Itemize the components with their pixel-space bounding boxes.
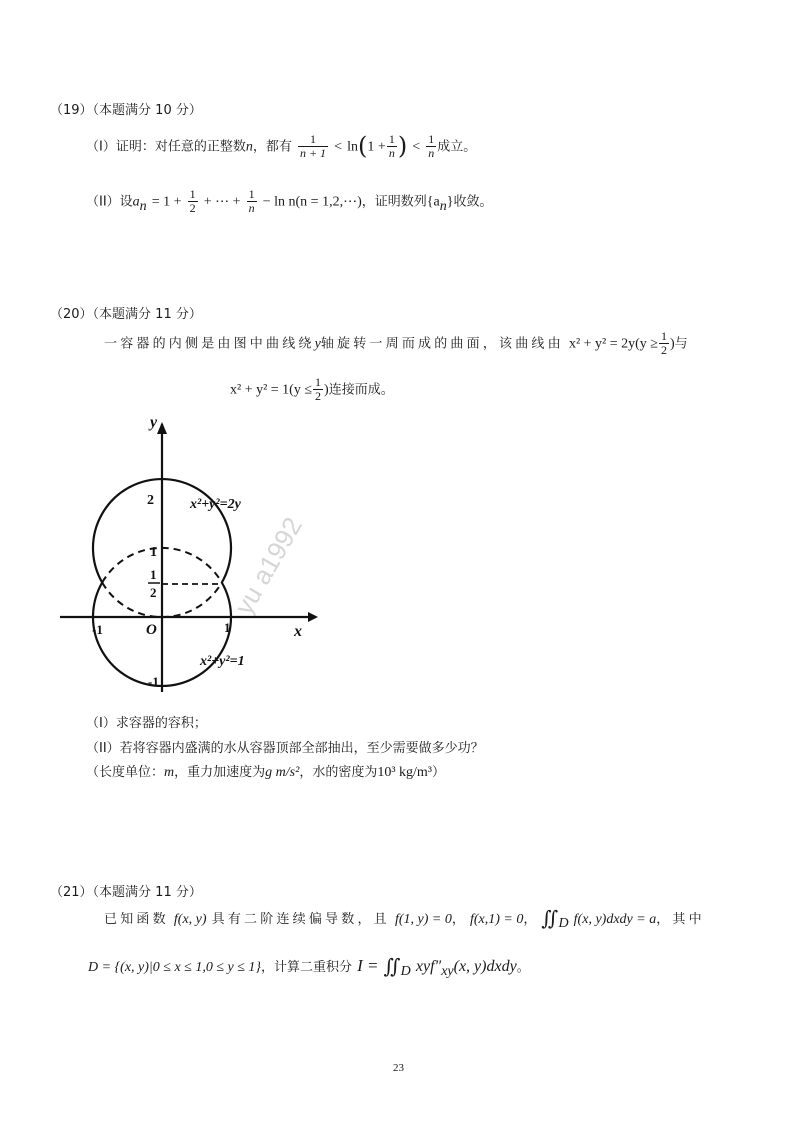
tick-neg1-y: -1 bbox=[148, 674, 159, 689]
q19-p1-inner: 1 + bbox=[367, 139, 386, 155]
page-number: 23 bbox=[393, 1062, 404, 1074]
tick-half-den: 2 bbox=[150, 585, 157, 600]
q20-l2-eq: x² + y² = 1(y ≤ bbox=[230, 382, 313, 398]
q20-l1-text-a: 一容器的内侧是由图中曲线绕 bbox=[104, 336, 315, 352]
q19-p2-seq-end: } bbox=[446, 194, 454, 210]
q19-p2-seq-sub: n bbox=[439, 198, 447, 214]
y-axis-arrow-icon bbox=[157, 422, 167, 434]
q21-line1 bbox=[104, 906, 705, 932]
q19-p2-frac2: $\frac{1}{n}$ bbox=[248, 187, 255, 215]
q19-p1-lt1: < bbox=[334, 139, 343, 155]
q21-l2-integrand-sub: xy bbox=[441, 964, 454, 980]
q21-l1-f: f(x, y) bbox=[173, 912, 207, 927]
q21-l1-sep2: ， bbox=[523, 912, 537, 927]
q20-units-mid1: ，重力加速度为 bbox=[174, 765, 266, 780]
q19-p2-a-sub: n bbox=[139, 198, 147, 214]
q21-l2-integrand: xyf″ bbox=[415, 958, 442, 975]
q20-l1-y: y bbox=[314, 336, 321, 352]
q21-l1-sep: ， bbox=[451, 912, 465, 927]
circle-figure bbox=[40, 412, 340, 702]
q19-p1-lt2: < bbox=[412, 139, 421, 155]
q20-l1-close: ) bbox=[669, 336, 675, 352]
tick-2: 2 bbox=[147, 493, 154, 508]
q21-l1-tail: ，其中 bbox=[656, 912, 705, 927]
q19-p2-rest: − ln n(n = 1,2,⋯) bbox=[262, 194, 362, 210]
q19-part1: （I）证明：对任意的正整数n，都有 $\frac{1}{n + 1}$ < ln(1 + $\frac{1}{n}$ ) < $\frac{1}{n}$ 成立。 bbox=[86, 132, 477, 161]
q21-l1-integrand: f(x, y)dxdy = a bbox=[573, 912, 657, 927]
tick-1: 1 bbox=[150, 545, 157, 560]
q19-p1-frac3: $\frac{1}{n}$ bbox=[428, 132, 435, 160]
q20-units-lead: （长度单位： bbox=[86, 765, 165, 780]
q20-l2-close: ) bbox=[324, 382, 329, 398]
q21-heading: （21）（本题满分 11 分） bbox=[50, 885, 202, 900]
q20-units-end: ） bbox=[432, 765, 446, 780]
q21-l1-c1: f(1, y) = 0 bbox=[394, 912, 452, 927]
q20-units-m: m bbox=[164, 765, 175, 780]
q19-p2-frac1: $\frac{1}{2}$ bbox=[189, 187, 196, 215]
q19-p1-ln: ln bbox=[347, 139, 359, 155]
q19-p2-lead: （II）设 bbox=[86, 194, 133, 210]
tick-half-num: 1 bbox=[150, 567, 157, 582]
q20-units bbox=[86, 761, 445, 781]
q19-p2-dots: + ⋯ + bbox=[203, 194, 241, 210]
q19-p1-lead: （I）证明：对任意的正整数 bbox=[86, 139, 246, 155]
q21-l2-I: I = bbox=[357, 956, 379, 975]
q19-p2-seq: {a bbox=[426, 194, 440, 210]
q20-l1-text-b: 轴旋转一周而成的曲面，该曲线由 bbox=[320, 336, 564, 352]
q20-part1: （I）求容器的容积； bbox=[86, 716, 207, 731]
q19-p2-mid: ，证明数列 bbox=[361, 194, 427, 210]
tick-1-x: 1 bbox=[224, 620, 231, 635]
q19-p1-mid: ，都有 bbox=[252, 139, 292, 155]
q19-p2-eq: = 1 + bbox=[151, 194, 182, 210]
q19-p2-a: a bbox=[132, 194, 140, 210]
tick-neg1-x: -1 bbox=[92, 622, 103, 637]
q21-l1-text-b: 具有二阶连续偏导数，且 bbox=[211, 912, 390, 927]
q20-l2-frac: $\frac{1}{2}$ bbox=[315, 375, 322, 403]
q21-line2 bbox=[88, 954, 530, 980]
q20-l2-tail: 连接而成。 bbox=[328, 382, 394, 398]
q20-line2 bbox=[230, 376, 394, 402]
label-x-axis: x bbox=[294, 623, 302, 640]
q21-l2-tail: 。 bbox=[516, 960, 530, 975]
origin-label: O bbox=[146, 622, 157, 638]
q19-p1-tail: 成立。 bbox=[437, 139, 477, 155]
x-axis-arrow-icon bbox=[308, 612, 318, 622]
q20-units-g: g m/s² bbox=[265, 765, 300, 780]
q19-p2-tail: 收敛。 bbox=[453, 194, 493, 210]
q21-l2-integral: ∬ bbox=[383, 956, 401, 978]
q20-l1-eq: x² + y² = 2y(y ≥ bbox=[568, 336, 658, 352]
q19-p1-frac1: $\frac{1}{n + 1}$ bbox=[299, 132, 327, 160]
q20-units-rho: 10³ kg/m³ bbox=[377, 765, 433, 780]
q19-p1-frac2: $\frac{1}{n}$ bbox=[388, 132, 395, 160]
q21-l1-text-a: 已知函数 bbox=[104, 912, 169, 927]
figure-watermark: yu a1992 bbox=[228, 511, 308, 620]
q21-l1-integral: ∬ bbox=[541, 908, 559, 930]
label-y-axis: y bbox=[150, 414, 158, 431]
label-lower-circle: x²+y²=1 bbox=[200, 654, 245, 669]
q19-heading: （19）（本题满分 10 分） bbox=[50, 103, 202, 118]
q21-l2-mid: ，计算二重积分 bbox=[261, 960, 353, 975]
label-upper-circle: x²+y²=2y bbox=[190, 497, 241, 512]
q21-l1-int-sub: D bbox=[558, 916, 569, 932]
q20-heading: （20）（本题满分 11 分） bbox=[50, 307, 202, 322]
q21-l1-c2: f(x,1) = 0 bbox=[469, 912, 524, 927]
q20-part2: （II）若将容器内盛满的水从容器顶部全部抽出，至少需要做多少功？ bbox=[86, 741, 484, 756]
q20-l1-frac: $\frac{1}{2}$ bbox=[660, 329, 667, 357]
q20-line1 bbox=[104, 330, 688, 356]
q21-l2-int-sub: D bbox=[400, 964, 411, 980]
q21-l2-integrand-end: (x, y)dxdy bbox=[453, 958, 517, 975]
q20-units-mid2: ，水的密度为 bbox=[299, 765, 378, 780]
q20-l1-and: 与 bbox=[674, 336, 688, 352]
q19-part2 bbox=[86, 188, 492, 215]
q19-p1-n: n bbox=[245, 139, 253, 155]
q21-l2-D: D = {(x, y)|0 ≤ x ≤ 1,0 ≤ y ≤ 1} bbox=[88, 960, 262, 975]
